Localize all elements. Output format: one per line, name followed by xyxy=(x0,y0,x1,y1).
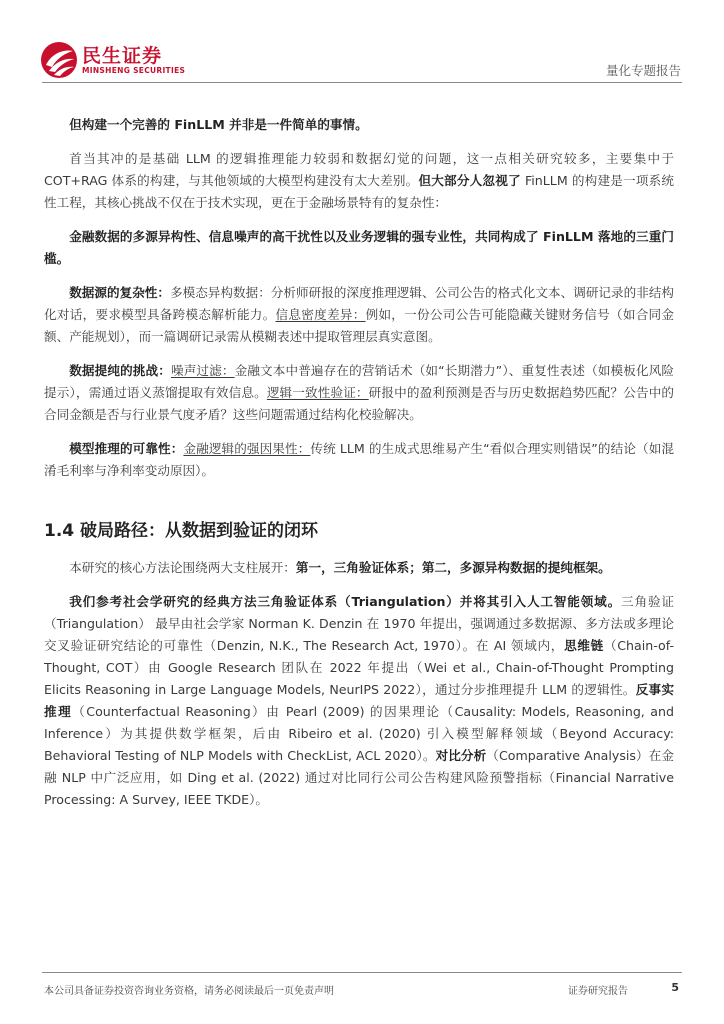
info-density-label: 信息密度差异： xyxy=(275,307,366,322)
brand-name-en: MINSHENG SECURITIES xyxy=(82,66,186,75)
brand-name-cn: 民生证券 xyxy=(82,45,163,67)
paragraph-data-purification xyxy=(44,360,674,426)
methodology-bold: 第一，三角验证体系；第二，多源异构数据的提纯框架。 xyxy=(295,560,611,575)
footer-report-label: 证券研究报告 xyxy=(568,986,628,997)
header-divider xyxy=(42,82,682,83)
purification-text-a: 金融文本中普遍存在的营销话术（如“长期潜力”）、重复性表述（如模板化风险提示），需通过语义蒸馏提取有效信息。 xyxy=(44,363,675,400)
counterfactual-bold: 反事实推理 xyxy=(44,682,675,719)
data-source-text-b: 例如，一份公司公告可能隐藏关键财务信号（如合同金额、产能规划），而一篇调研记录需从模糊表述中提取管理层真实意图。 xyxy=(44,307,675,344)
purification-label: 数据提纯的挑战： xyxy=(69,363,171,378)
data-source-label: 数据源的复杂性： xyxy=(69,285,170,300)
section-heading: 1.4 破局路径：从数据到验证的闭环 xyxy=(44,521,319,541)
page-header xyxy=(0,0,724,90)
paragraph-methodology xyxy=(44,557,674,579)
comparative-bold: 对比分析 xyxy=(435,748,487,763)
consistency-label: 逻辑一致性验证： xyxy=(266,385,369,400)
footer-disclaimer: 本公司具备证券投资咨询业务资格，请务必阅读最后一页免责声明 xyxy=(44,986,334,997)
cot-bold: 思维链 xyxy=(564,638,604,653)
purification-text-b: 研报中的盈利预测是否与历史数据趋势匹配？公告中的合同金额是否与行业景气度矛盾？这些问题需通过结构化校验解决。 xyxy=(44,385,675,422)
brand-logo xyxy=(40,41,200,79)
challenge-bold: 但大部分人忽视了 xyxy=(418,173,521,188)
triangulation-text-e: （Comparative Analysis）在金融 NLP 中广泛应用，如 Ding et al. (2022) 通过对比同行公司公告构建风险预警指标（Financial Narrative Processing: A Survey, IEEE TKDE）。 xyxy=(44,748,675,807)
paragraph-model-reliability xyxy=(44,438,674,482)
triangulation-text-d: （Counterfactual Reasoning）由 Pearl (2009) 的因果理论（Causality: Models, Reasoning, and Inference）为其提供数学框架，后由 Ribeiro et al. (2020) 引入模型解释领域（Beyond Accuracy: Behavioral Testing of NLP Models with CheckList, ACL 2020）。 xyxy=(44,704,675,763)
paragraph-three-barriers xyxy=(44,226,674,270)
challenge-text-c: FinLLM 的构建是一项系统性工程，其核心挑战不仅在于技术实现，更在于金融场景特有的复杂性： xyxy=(44,173,674,210)
three-barriers-bold: 金融数据的多源异构性、信息噪声的高干扰性以及业务逻辑的强专业性，共同构成了 FinLLM 落地的三重门槛。 xyxy=(44,229,674,266)
methodology-text: 本研究的核心方法论围绕两大支柱展开： xyxy=(69,560,296,575)
triangulation-text-a: 三角验证（Triangulation） 最早由社会学家 Norman K. Denzin 在 1970 年提出，强调通过多数据源、多方法或多理论交叉验证研究结论的可靠性（Denzin, N.K., The Research Act, 1970）。在 AI 领域内， xyxy=(44,594,675,653)
paragraph-intro xyxy=(44,114,674,136)
paragraph-triangulation xyxy=(44,591,674,811)
data-source-text-a: 多模态异构数据：分析师研报的深度推理逻辑、公司公告的格式化文本、调研记录的非结构化对话，要求模型具备跨模态解析能力。 xyxy=(44,285,675,322)
triangulation-bold-intro: 我们参考社会学研究的经典方法三角验证体系（Triangulation）并将其引入人工智能领域。 xyxy=(69,594,622,609)
page-number: 5 xyxy=(671,981,679,994)
footer-divider xyxy=(42,972,682,973)
main-content xyxy=(44,110,674,823)
intro-bold: 但构建一个完善的 FinLLM 并非是一件简单的事情。 xyxy=(69,117,368,132)
triangulation-text-c: （Chain-of-Thought, COT）由 Google Research 团队在 2022 年提出（Wei et al., Chain-of-Thought Prompting Elicits Reasoning in Large Language Models, NeurIPS 2022），通过分步推理提升 LLM 的逻辑性。 xyxy=(44,638,675,697)
report-type: 量化专题报告 xyxy=(605,63,681,78)
reliability-text: 传统 LLM 的生成式思维易产生“看似合理实则错误”的结论（如混淆毛利率与净利率变动原因）。 xyxy=(44,441,674,478)
noise-filter-label: 噪声过滤： xyxy=(170,363,235,378)
causality-label: 金融逻辑的强因果性： xyxy=(183,441,311,456)
paragraph-challenge xyxy=(44,148,674,214)
challenge-text-a: 首当其冲的是基础 LLM 的逻辑推理能力较弱和数据幻觉的问题，这一点相关研究较多，主要集中于 COT+RAG 体系的构建，与其他领域的大模型构建没有太大差别。 xyxy=(44,151,674,188)
reliability-label: 模型推理的可靠性： xyxy=(69,441,184,456)
minsheng-logo-icon xyxy=(40,41,78,79)
paragraph-data-source xyxy=(44,282,674,348)
